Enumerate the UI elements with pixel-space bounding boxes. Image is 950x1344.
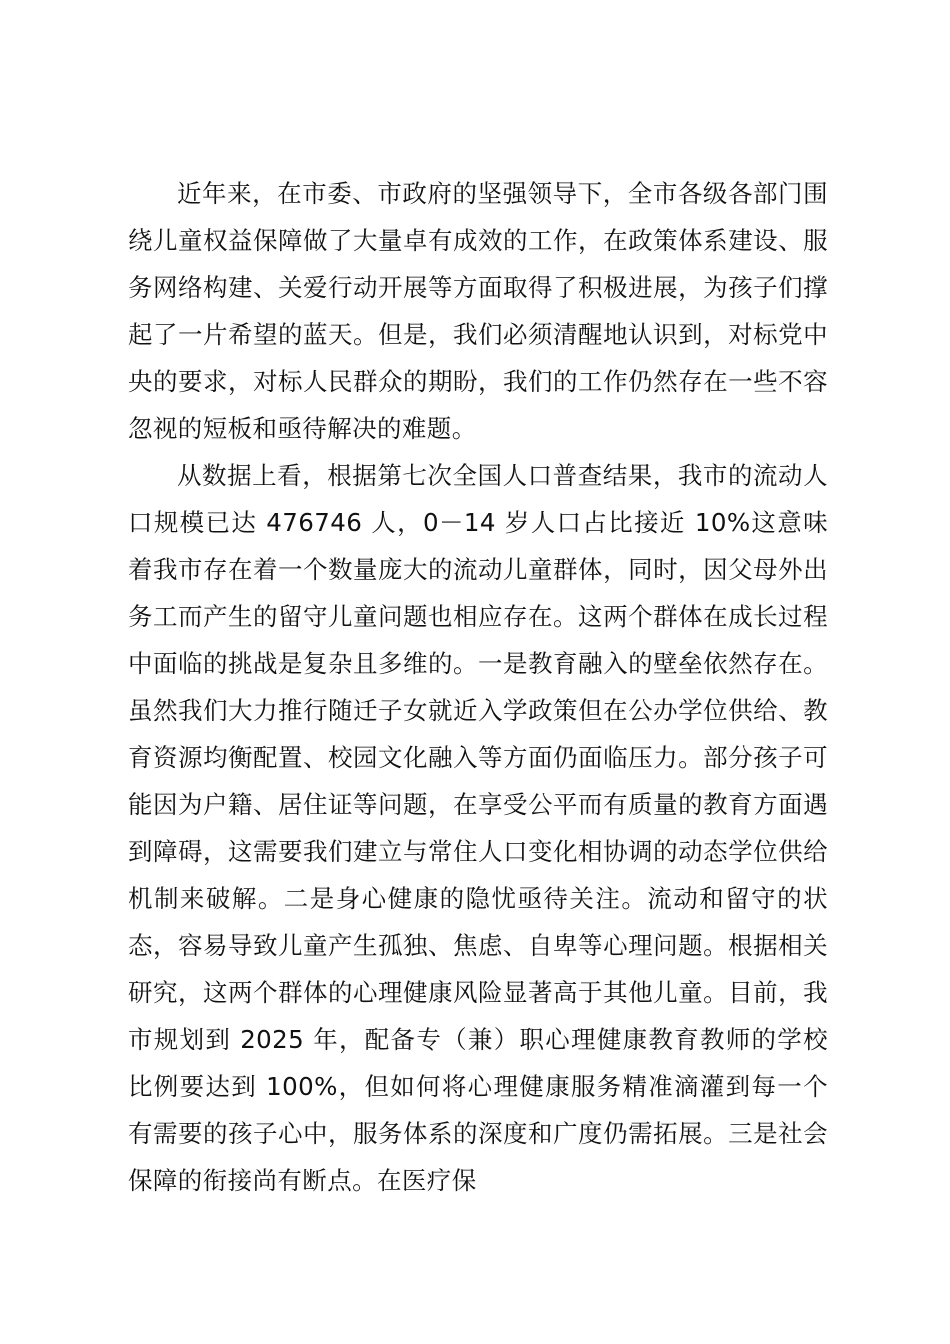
paragraph-2: 从数据上看，根据第七次全国人口普查结果，我市的流动人口规模已达 476746 人，0－14 岁人口占比接近 10%这意味着我市存在着一个数量庞大的流动儿童群体，同时，因父母外出务工而产生的留守儿童问题也相应存在。这两个群体在成长过程中面临的挑战是复杂且多维的。一是教育融入的壁垒依然存在。虽然我们大力推行随迁子女就近入学政策但在公办学位供给、教育资源均衡配置、校园文化融入等方面仍面临压力。部分孩子可能因为户籍、居住证等问题，在享受公平而有质量的教育方面遇到障碍，这需要我们建立与常住人口变化相协调的动态学位供给机制来破解。二是身心健康的隐忧亟待关注。流动和留守的状态，容易导致儿童产生孤独、焦虑、自卑等心理问题。根据相关研究，这两个群体的心理健康风险显著高于其他儿童。目前，我市规划到 2025 年，配备专（兼）职心理健康教育教师的学校比例要达到 100%，但如何将心理健康服务精准滴灌到每一个有需要的孩子心中，服务体系的深度和广度仍需拓展。三是社会保障的衔接尚有断点。在医疗保 (128, 461, 828, 1195)
document-body (128, 170, 828, 1204)
paragraph-1: 近年来，在市委、市政府的坚强领导下，全市各级各部门围绕儿童权益保障做了大量卓有成效的工作，在政策体系建设、服务网络构建、关爱行动开展等方面取得了积极进展，为孩子们撑起了一片希望的蓝天。但是，我们必须清醒地认识到，对标党中央的要求，对标人民群众的期盼，我们的工作仍然存在一些不容忽视的短板和亟待解决的难题。 (128, 179, 828, 443)
